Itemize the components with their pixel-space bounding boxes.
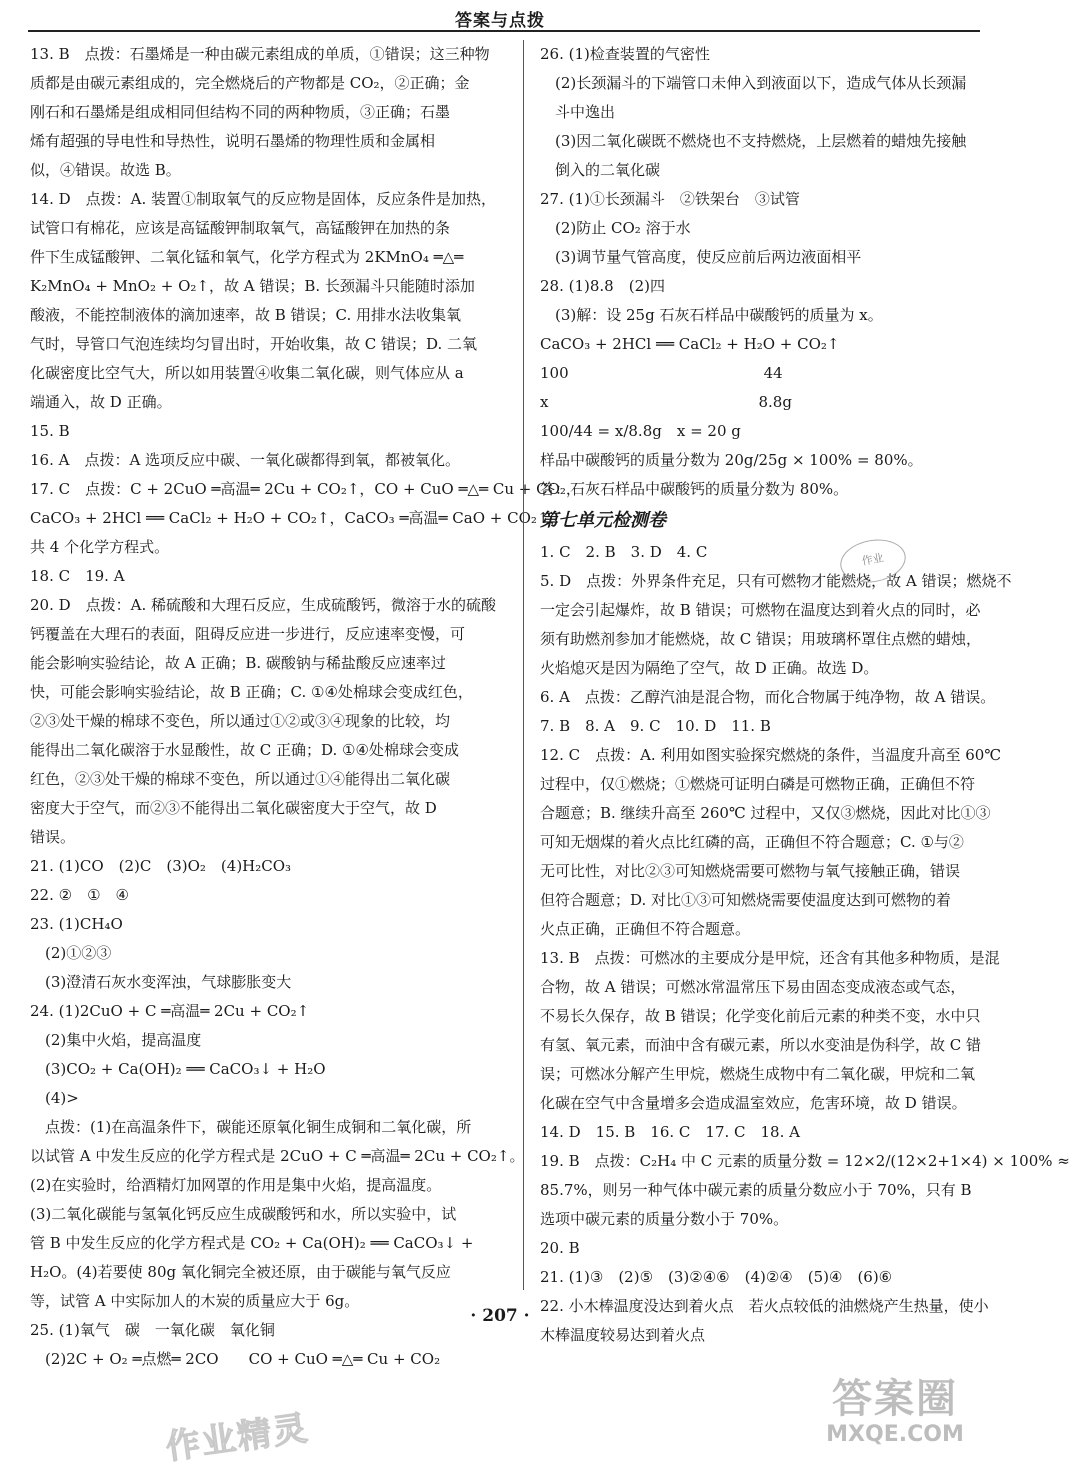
text-line: (2)防止 CO₂ 溶于水	[540, 219, 691, 237]
text-line: 21. (1)③ (2)⑤ (3)②④⑥ (4)②④ (5)④ (6)⑥	[540, 1268, 893, 1286]
page-header	[0, 0, 1000, 34]
text-line: 过程中，仅①燃烧；①燃烧可证明白磷是可燃物正确，正确但不符	[540, 775, 976, 793]
text-line: 合物，故 A 错误；可燃冰常温常压下易由固态变成液态或气态，	[540, 978, 966, 996]
text-line: 13. B 点拨：石墨烯是一种由碳元素组成的单质，①错误；这三种物	[30, 45, 490, 63]
text-line: 24. (1)2CuO + C ═高温═ 2Cu + CO₂↑	[30, 1002, 310, 1020]
text-line: 23. (1)CH₄O	[30, 915, 123, 933]
text-line: 以试管 A 中发生反应的化学方程式是 2CuO + C ═高温═ 2Cu + CO₂↑。	[30, 1147, 525, 1165]
text-line: 倒入的二氧化碳	[540, 161, 661, 179]
text-line: (3)解：设 25g 石灰石样品中碳酸钙的质量为 x。	[540, 306, 883, 324]
text-line: 25. (1)氧气 碳 一氧化碳 氧化铜	[30, 1321, 275, 1339]
text-line: 选项中碳元素的质量分数小于 70%。	[540, 1210, 789, 1228]
text-line: 错误。	[30, 828, 76, 846]
stamp-mark: 作业	[837, 535, 909, 588]
watermark-right	[805, 1376, 985, 1448]
text-line: 85.7%，则另一种气体中碳元素的质量分数应小于 70%，只有 B	[540, 1181, 972, 1199]
text-line: 样品中碳酸钙的质量分数为 20g/25g × 100% = 80%。	[540, 451, 923, 469]
page-number: · 207 ·	[470, 1306, 530, 1326]
watermark-url: MXQE.COM	[826, 1422, 964, 1447]
text-line: (4)>	[30, 1089, 79, 1107]
text-line: 19. B 点拨：C₂H₄ 中 C 元素的质量分数 = 12×2/(12×2+1×4) × 100% ≈	[540, 1152, 1070, 1170]
text-line: 18. C 19. A	[30, 567, 125, 585]
text-line: (2)长颈漏斗的下端管口未伸入到液面以下，造成气体从长颈漏	[540, 74, 967, 92]
text-line: 答：石灰石样品中碳酸钙的质量分数为 80%。	[540, 480, 849, 498]
text-line: 火点正确，正确但不符合题意。	[540, 920, 751, 938]
text-line: 等，试管 A 中实际加人的木炭的质量应大于 6g。	[30, 1292, 360, 1310]
text-line: 有氢、氧元素，而油中含有碳元素，所以水变油是伪科学，故 C 错	[540, 1036, 982, 1054]
text-line: 快，可能会影响实验结论，故 B 正确；C. ①④处棉球会变成红色，	[30, 683, 473, 701]
text-line: 端通入，故 D 正确。	[30, 393, 172, 411]
text-line: 1. C 2. B 3. D 4. C	[540, 543, 708, 561]
text-line: 能会影响实验结论，故 A 正确；B. 碳酸钠与稀盐酸反应速率过	[30, 654, 446, 672]
text-line: 木棒温度较易达到着火点	[540, 1326, 706, 1344]
text-line: 6. A 点拨：乙醇汽油是混合物，而化合物属于纯净物，故 A 错误。	[540, 688, 996, 706]
text-line: 点拨：(1)在高温条件下，碳能还原氧化铜生成铜和二氧化碳，所	[30, 1118, 472, 1136]
text-line: (3)因二氧化碳既不燃烧也不支持燃烧，上层燃着的蜡烛先接触	[540, 132, 967, 150]
text-line: (3)澄清石灰水变浑浊，气球膨胀变大	[30, 973, 292, 991]
text-line: 能得出二氧化碳溶于水显酸性，故 C 正确；D. ①④处棉球会变成	[30, 741, 459, 759]
header-title: 答案与点拨	[455, 11, 545, 31]
text-line: 15. B	[30, 422, 70, 440]
text-line: 酸液，不能控制液体的滴加速率，故 B 错误；C. 用排水法收集氧	[30, 306, 462, 324]
text-line: 100/44 = x/8.8g x = 20 g	[540, 422, 741, 440]
text-line: x 8.8g	[540, 393, 792, 411]
text-line: H₂O。(4)若要使 80g 氧化铜完全被还原，由于碳能与氧气反应	[30, 1263, 451, 1281]
text-line: 斗中逸出	[540, 103, 616, 121]
text-line: 可知无烟煤的着火点比红磷的高，正确但不符合题意；C. ①与②	[540, 833, 964, 851]
text-line: 试管口有棉花，应该是高锰酸钾制取氧气，高锰酸钾在加热的条	[30, 219, 451, 237]
text-line: 17. C 点拨：C + 2CuO ═高温═ 2Cu + CO₂↑，CO + CuO ═△═ Cu + CO₂，	[30, 480, 581, 498]
text-line: 5. D 点拨：外界条件充足，只有可燃物才能燃烧，故 A 错误；燃烧不	[540, 572, 1012, 590]
text-line: 但符合题意；D. 对比①③可知燃烧需要使温度达到可燃物的着	[540, 891, 952, 909]
text-line: 20. B	[540, 1239, 580, 1257]
watermark-logo-text: 答案圈	[832, 1376, 958, 1422]
text-line: 气时，导管口气泡连续均匀冒出时，开始收集，故 C 错误；D. 二氧	[30, 335, 478, 353]
text-line: 100 44	[540, 364, 783, 382]
text-line: 共 4 个化学方程式。	[30, 538, 170, 556]
text-line: 13. B 点拨：可燃冰的主要成分是甲烷，还含有其他多种物质，是混	[540, 949, 1000, 967]
text-line: 26. (1)检查装置的气密性	[540, 45, 710, 63]
text-line: 7. B 8. A 9. C 10. D 11. B	[540, 717, 771, 735]
text-line: CaCO₃ + 2HCl ══ CaCl₂ + H₂O + CO₂↑，CaCO₃ ═高温═ CaO + CO₂↑，	[30, 509, 565, 527]
text-line: (3)二氧化碳能与氢氧化钙反应生成碳酸钙和水，所以实验中，试	[30, 1205, 457, 1223]
watermark-left: 作业精灵	[163, 1408, 312, 1468]
text-line: 管 B 中发生反应的化学方程式是 CO₂ + Ca(OH)₂ ══ CaCO₃↓ +	[30, 1234, 474, 1252]
text-line: 误；可燃冰分解产生甲烷，燃烧生成物中有二氧化碳，甲烷和二氧	[540, 1065, 976, 1083]
text-line: (3)调节量气管高度，使反应前后两边液面相平	[540, 248, 862, 266]
text-line: 无可比性，对比②③可知燃烧需要可燃物与氧气接触正确，错误	[540, 862, 961, 880]
text-line: 14. D 15. B 16. C 17. C 18. A	[540, 1123, 800, 1141]
text-line: 须有助燃剂参加才能燃烧，故 C 错误；用玻璃杯罩住点燃的蜡烛，	[540, 630, 982, 648]
header-rule	[28, 30, 980, 32]
text-line: 20. D 点拨：A. 稀硫酸和大理石反应，生成硫酸钙，微溶于水的硫酸	[30, 596, 497, 614]
text-line: 21. (1)CO (2)C (3)O₂ (4)H₂CO₃	[30, 857, 292, 875]
text-line: (2)2C + O₂ ═点燃═ 2CO CO + CuO ═△═ Cu + CO₂	[30, 1350, 441, 1368]
text-line: 不易长久保存，故 B 错误；化学变化前后元素的种类不变，水中只	[540, 1007, 981, 1025]
text-line: 16. A 点拨：A 选项反应中碳、一氧化碳都得到氧，都被氧化。	[30, 451, 461, 469]
text-line: (3)CO₂ + Ca(OH)₂ ══ CaCO₃↓ + H₂O	[30, 1060, 326, 1078]
text-line: 合题意；B. 继续升高至 260℃ 过程中，又仅③燃烧，因此对比①③	[540, 804, 991, 822]
text-line: 刚石和石墨烯是组成相同但结构不同的两种物质，③正确；石墨	[30, 103, 451, 121]
text-line: 化碳密度比空气大，所以如用装置④收集二氧化碳，则气体应从 a	[30, 364, 464, 382]
text-line: 烯有超强的导电性和导热性，说明石墨烯的物理性质和金属相	[30, 132, 436, 150]
text-line: 22. 小木棒温度没达到着火点 若火点较低的油燃烧产生热量，使小	[540, 1297, 989, 1315]
text-line: 22. ② ① ④	[30, 886, 129, 904]
text-line: 28. (1)8.8 (2)四	[540, 277, 665, 295]
text-line: 质都是由碳元素组成的，完全燃烧后的产物都是 CO₂，②正确；金	[30, 74, 470, 92]
text-line: (2)集中火焰，提高温度	[30, 1031, 202, 1049]
right-column	[540, 40, 1070, 1350]
text-line: 火焰熄灭是因为隔绝了空气，故 D 正确。故选 D。	[540, 659, 879, 677]
text-line: CaCO₃ + 2HCl ══ CaCl₂ + H₂O + CO₂↑	[540, 335, 840, 353]
text-line: 一定会引起爆炸，故 B 错误；可燃物在温度达到着火点的同时，必	[540, 601, 981, 619]
text-line: 化碳在空气中含量增多会造成温室效应，危害环境，故 D 错误。	[540, 1094, 967, 1112]
text-line: (2)①②③	[30, 944, 112, 962]
text-line: (2)在实验时，给酒精灯加网罩的作用是集中火焰，提高温度。	[30, 1176, 442, 1194]
text-line: ②③处干燥的棉球不变色，所以通过①②或③④现象的比较，均	[30, 712, 451, 730]
text-line: 红色，②③处干燥的棉球不变色，所以通过①④能得出二氧化碳	[30, 770, 451, 788]
column-divider	[523, 40, 524, 1290]
text-line: 12. C 点拨：A. 利用如图实验探究燃烧的条件，当温度升高至 60℃	[540, 746, 1002, 764]
text-line: 14. D 点拨：A. 装置①制取氧气的反应物是固体，反应条件是加热，	[30, 190, 497, 208]
text-line: 钙覆盖在大理石的表面，阻碍反应进一步进行，反应速率变慢，可	[30, 625, 466, 643]
text-line: 27. (1)①长颈漏斗 ②铁架台 ③试管	[540, 190, 800, 208]
text-line: 件下生成锰酸钾、二氧化锰和氧气，化学方程式为 2KMnO₄ ═△═	[30, 248, 464, 266]
text-line: K₂MnO₄ + MnO₂ + O₂↑，故 A 错误；B. 长颈漏斗只能随时添加	[30, 277, 475, 295]
section-title: 第七单元检测卷	[540, 510, 666, 531]
text-line: 似，④错误。故选 B。	[30, 161, 181, 179]
text-line: 密度大于空气，而②③不能得出二氧化碳密度大于空气，故 D	[30, 799, 437, 817]
